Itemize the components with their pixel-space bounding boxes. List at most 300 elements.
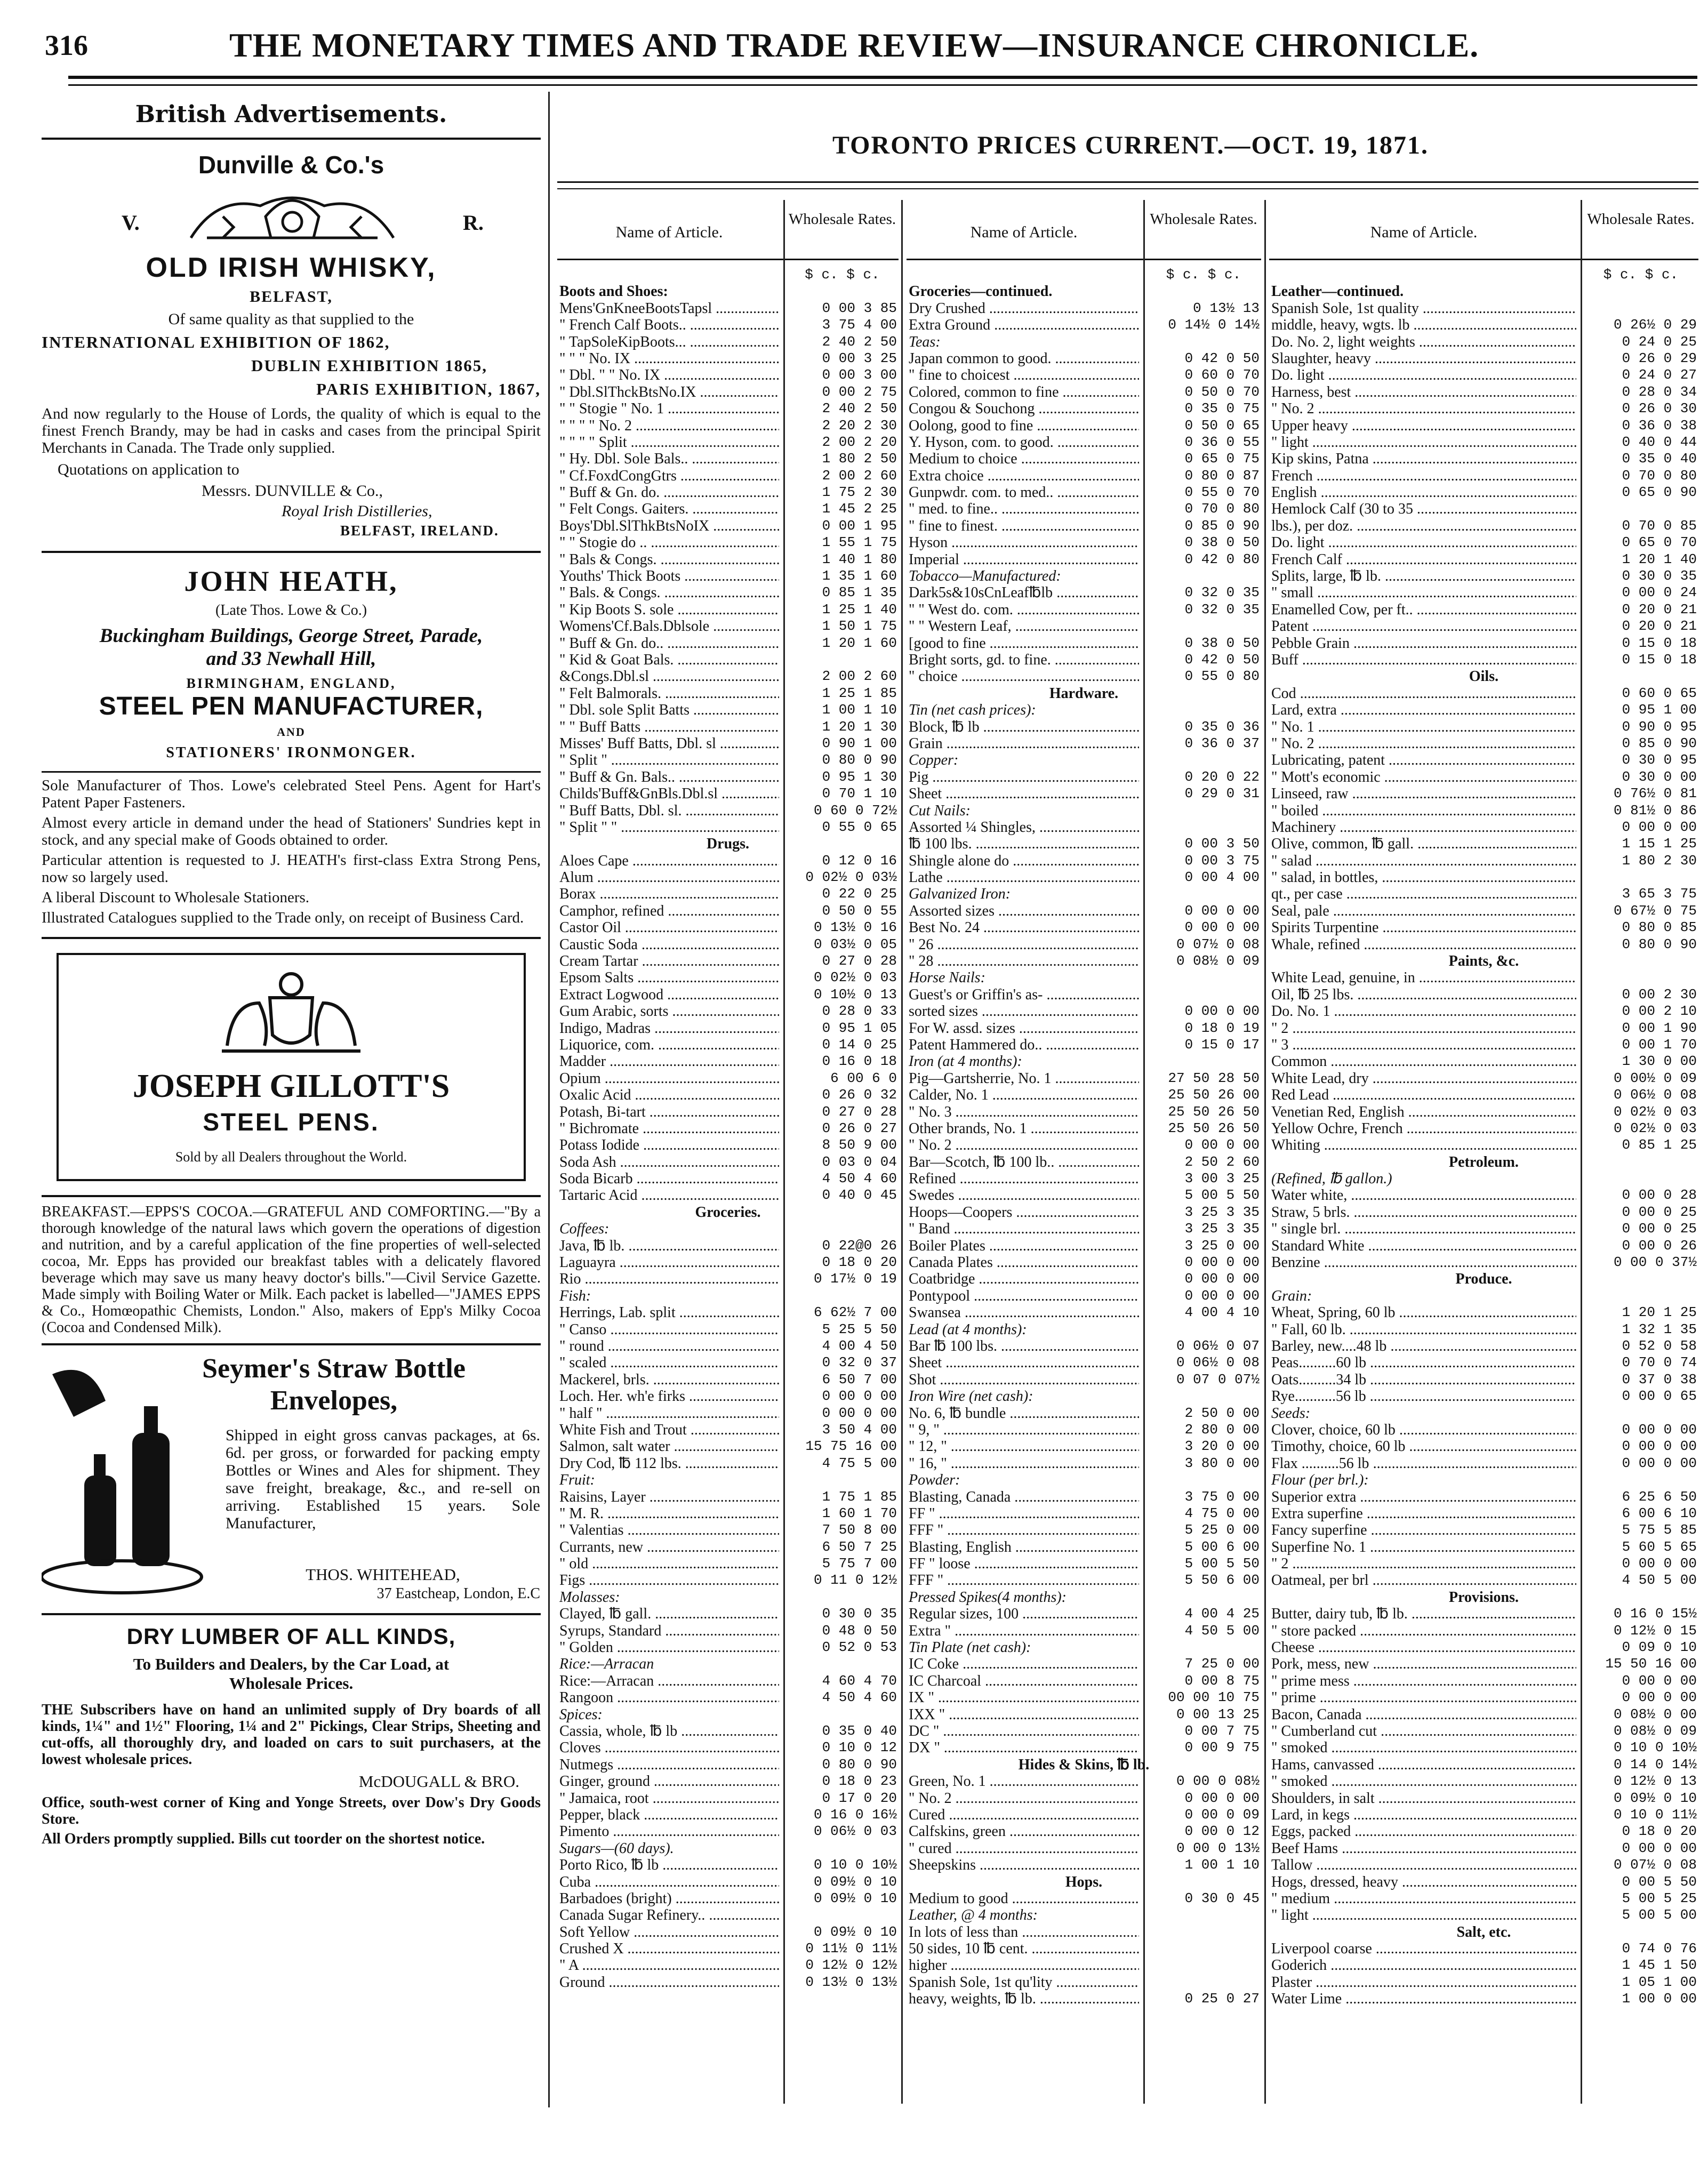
article-name: Caustic Soda ..... xyxy=(559,936,779,953)
price-row xyxy=(1269,1723,1698,1739)
wholesale-rate: 0 50 0 65 xyxy=(1184,417,1260,434)
price-row xyxy=(907,501,1261,517)
price-row xyxy=(907,1221,1261,1237)
article-name: " Buff & Gn. do.. ..... xyxy=(559,635,779,652)
wholesale-rate: 0 55 0 80 xyxy=(1184,668,1260,685)
seymer-address: 37 Eastcheap, London, E.C xyxy=(376,1585,540,1602)
wholesale-rate: 0 17½ 0 19 xyxy=(813,1271,897,1287)
seymer-title-1: Seymer's Straw Bottle xyxy=(202,1353,466,1384)
article-name: Lathe ..... xyxy=(909,869,1139,886)
wholesale-rate: 0 00 0 00 xyxy=(1184,902,1260,919)
advertisements-heading: British Advertisements. xyxy=(135,101,447,128)
wholesale-rate: 4 00 4 50 xyxy=(822,1338,897,1354)
article-name: Liverpool coarse ..... xyxy=(1271,1941,1576,1957)
price-row xyxy=(907,551,1261,568)
wholesale-rate: 0 00 0 00 xyxy=(1184,1254,1260,1271)
price-row xyxy=(1269,468,1698,484)
price-row xyxy=(557,418,899,434)
dunville-quotations: Quotations on application to xyxy=(58,461,239,478)
price-section-heading xyxy=(907,803,1261,819)
table-top-rule-thin xyxy=(557,188,1698,189)
wholesale-rate: 25 50 26 50 xyxy=(1168,1120,1260,1136)
price-section-heading xyxy=(907,568,1261,584)
article-name: " fine to finest. ..... xyxy=(909,518,1139,534)
price-row xyxy=(557,1070,899,1087)
dunville-body: And now regularly to the House of Lords, the quality of which is equal to the finest French Brandy, may be had in casks and cases from the principal Spirit Merchants in Canada. The Trade only supplied. xyxy=(42,405,541,456)
price-row xyxy=(1269,602,1698,618)
price-section-heading xyxy=(907,1388,1261,1405)
article-name: Groceries—continued. xyxy=(909,283,1053,300)
price-section-heading xyxy=(1269,1405,1698,1422)
header-rule-thin xyxy=(68,84,1697,86)
wholesale-rate: 0 95 1 05 xyxy=(822,1020,897,1036)
article-name: Cut Nails: xyxy=(909,802,971,819)
prices-title: TORONTO PRICES CURRENT.—OCT. 19, 1871. xyxy=(832,131,1429,159)
wholesale-rate: 0 00 0 08½ xyxy=(1176,1773,1260,1790)
article-name: Rio ..... xyxy=(559,1271,779,1287)
price-row xyxy=(557,1874,899,1890)
price-row xyxy=(1269,1388,1698,1405)
article-name: Grain: xyxy=(1271,1287,1312,1304)
seymer-ad xyxy=(42,1353,541,1609)
wholesale-rate: 0 00 0 25 xyxy=(1622,1221,1697,1237)
wholesale-rate: 0 67½ 0 75 xyxy=(1613,902,1697,919)
article-name: French ..... xyxy=(1271,468,1576,484)
price-section-heading xyxy=(1269,1472,1698,1488)
price-row xyxy=(907,1539,1261,1555)
wholesale-rate: 1 00 0 00 xyxy=(1622,1991,1697,2007)
article-name: Crushed X ..... xyxy=(559,1941,779,1957)
article-name: " 2 ..... xyxy=(1271,1555,1576,1572)
article-name: Potash, Bi-tart ..... xyxy=(559,1104,779,1120)
prices-current-section xyxy=(557,93,1706,2120)
article-name: " No. 2 ..... xyxy=(1271,400,1576,417)
article-name: " boiled ..... xyxy=(1271,803,1576,819)
article-name: Slaughter, heavy ..... xyxy=(1271,350,1576,367)
article-name: In lots of less than ..... xyxy=(909,1924,1139,1941)
article-name: Dark5s&10sCnLeaf℔lb ..... xyxy=(909,584,1139,601)
wholesale-rate: 0 00 3 25 xyxy=(822,350,897,366)
wholesale-rate: 0 42 0 50 xyxy=(1184,350,1260,366)
price-row xyxy=(1269,1372,1698,1388)
column-header xyxy=(1269,200,1698,260)
article-name: Hops. xyxy=(1065,1873,1103,1890)
price-row xyxy=(907,1840,1261,1857)
wholesale-rate: 0 81½ 0 86 xyxy=(1613,802,1697,819)
price-row xyxy=(907,1422,1261,1438)
price-row xyxy=(1269,1187,1698,1204)
price-row xyxy=(1269,367,1698,383)
article-name: Calder, No. 1 ..... xyxy=(909,1087,1139,1103)
article-name: Canada Plates ..... xyxy=(909,1254,1139,1271)
price-row xyxy=(1269,1739,1698,1756)
wholesale-rate: 4 50 4 60 xyxy=(822,1689,897,1706)
article-name: Ground ..... xyxy=(559,1974,779,1991)
article-name: " salad ..... xyxy=(1271,853,1576,869)
wholesale-rate: 0 80 0 90 xyxy=(1622,936,1697,952)
divider xyxy=(42,937,541,939)
wholesale-rate: 0 14½ 0 14½ xyxy=(1168,317,1260,333)
price-row xyxy=(907,1238,1261,1254)
article-name: lbs.), per doz. ..... xyxy=(1271,518,1576,534)
article-name: IC Coke ..... xyxy=(909,1656,1139,1672)
article-name: Superior extra ..... xyxy=(1271,1489,1576,1505)
article-name: Cloves ..... xyxy=(559,1739,779,1756)
price-section-heading xyxy=(557,836,899,852)
wholesale-rate: 4 50 5 00 xyxy=(1184,1622,1260,1639)
wholesale-rate: 0 06½ 0 07 xyxy=(1176,1338,1260,1354)
article-name: Do. No. 2, light weights ..... xyxy=(1271,334,1576,350)
article-name: Spirits Turpentine ..... xyxy=(1271,919,1576,936)
price-row xyxy=(557,1405,899,1422)
dunville-ad xyxy=(42,150,541,539)
article-name: Borax ..... xyxy=(559,886,779,902)
article-name: Congou & Souchong ..... xyxy=(909,400,1139,417)
article-name: Linseed, raw ..... xyxy=(1271,785,1576,802)
wholesale-rate: 3 00 3 25 xyxy=(1184,1170,1260,1187)
price-row xyxy=(1269,1221,1698,1237)
article-name: " Split " ..... xyxy=(559,752,779,768)
article-name: " light ..... xyxy=(1271,1907,1576,1923)
article-name: Pork, mess, new ..... xyxy=(1271,1656,1576,1672)
article-name: Extra " ..... xyxy=(909,1623,1139,1639)
price-section-heading xyxy=(907,1907,1261,1923)
wholesale-rate: 5 00 6 00 xyxy=(1184,1538,1260,1555)
wholesale-rate: 1 20 1 30 xyxy=(822,718,897,735)
article-name: " Buff Batts, Dbl. sl. ..... xyxy=(559,803,779,819)
wholesale-rate: 2 00 2 20 xyxy=(822,434,897,450)
wholesale-rate: 0 25 0 27 xyxy=(1184,1991,1260,2007)
currency-subheader: $ c. $ c. xyxy=(1603,267,1679,283)
article-name: Wheat, Spring, 60 lb ..... xyxy=(1271,1304,1576,1321)
article-name: Soft Yellow ..... xyxy=(559,1924,779,1941)
price-row xyxy=(1269,1890,1698,1907)
price-row xyxy=(1269,1003,1698,1020)
wholesale-rate: 0 09 0 10 xyxy=(1622,1639,1697,1656)
article-name: Oils. xyxy=(1469,668,1499,685)
article-name: Block, ℔ lb ..... xyxy=(909,719,1139,735)
price-row xyxy=(1269,685,1698,702)
prices-column-3 xyxy=(1269,200,1698,2104)
wholesale-rate: 0 48 0 50 xyxy=(822,1622,897,1639)
article-name: Swansea ..... xyxy=(909,1304,1139,1321)
wholesale-rate: 0 55 0 65 xyxy=(822,819,897,835)
article-name: " Canso ..... xyxy=(559,1321,779,1338)
article-name: Other brands, No. 1 ..... xyxy=(909,1120,1139,1137)
price-row xyxy=(1269,819,1698,836)
price-row xyxy=(1269,584,1698,601)
price-row xyxy=(1269,1438,1698,1455)
article-name: " 12, " ..... xyxy=(909,1438,1139,1455)
article-name: " 3 ..... xyxy=(1271,1037,1576,1053)
wholesale-rate: 1 15 1 25 xyxy=(1622,836,1697,852)
price-row xyxy=(907,367,1261,383)
price-row xyxy=(557,1003,899,1020)
article-name: higher ..... xyxy=(909,1957,1139,1974)
wholesale-rate: 0 35 0 75 xyxy=(1184,400,1260,417)
article-name: Raisins, Layer ..... xyxy=(559,1489,779,1505)
price-row xyxy=(907,668,1261,685)
price-row xyxy=(907,1003,1261,1020)
price-row xyxy=(1269,853,1698,869)
wholesale-rate: 0 00 0 13½ xyxy=(1176,1840,1260,1856)
wholesale-rate: 0 27 0 28 xyxy=(822,953,897,969)
heath-trade-2: STATIONERS' IRONMONGER. xyxy=(166,744,416,761)
wholesale-rate: 0 22 0 25 xyxy=(822,886,897,902)
article-name: Regular sizes, 100 ..... xyxy=(909,1606,1139,1622)
wholesale-rate: 1 00 1 10 xyxy=(822,702,897,718)
epps-cocoa-ad: BREAKFAST.—EPPS'S COCOA.—GRATEFUL AND COMFORTING.—"By a thorough knowledge of the natural laws which govern the operations of digestion and nutrition, and by a careful application of the fine properties of well-selected cocoa, Mr. Epps has provided our breakfast tables with a delicately flavored beverage which may save us many heavy doctor's bills."—Civil Service Gazette. Made simply with Boiling Water or Milk. Each packet is labelled—"JAMES EPPS & Co., Homœopathic Chemists, London." Also, makers of Epp's Milky Cocoa (Cocoa and Condensed Milk). xyxy=(42,1204,541,1336)
wholesale-rate: 0 70 0 80 xyxy=(1622,467,1697,484)
article-name: Green, No. 1 ..... xyxy=(909,1773,1139,1790)
price-row xyxy=(1269,886,1698,902)
article-name: Mens'GnKneeBootsTapsl ..... xyxy=(559,300,779,317)
article-name: Coffees: xyxy=(559,1221,610,1238)
wholesale-rate: 0 06½ 0 08 xyxy=(1176,1354,1260,1371)
article-name: Copper: xyxy=(909,752,959,769)
price-row xyxy=(557,1757,899,1773)
wholesale-rate: 0 03½ 0 05 xyxy=(813,936,897,952)
article-name: Hardware. xyxy=(1049,685,1119,702)
lumber-body: THE Subscribers have on hand an unlimited supply of Dry boards of all kinds, 1¼" and 1½" Flooring, 1¼ and 2" Pickings, Clear Strips, Sheeting and cut-offs, all thoroughly dry, and loaded on cars to suit purchasers, at the lowest wholesale prices. xyxy=(42,1702,541,1768)
heath-name: JOHN HEATH, xyxy=(184,565,398,597)
article-name: " Felt Balmorals. ..... xyxy=(559,685,779,702)
divider xyxy=(42,771,541,773)
price-row xyxy=(557,1907,899,1923)
article-name: " No. 2 ..... xyxy=(909,1137,1139,1153)
article-name: French Calf ..... xyxy=(1271,551,1576,568)
price-row xyxy=(907,300,1261,317)
article-name: Flax ..........56 lb ..... xyxy=(1271,1455,1576,1472)
wholesale-rate: 0 80 0 90 xyxy=(822,1756,897,1773)
article-name: Red Lead ..... xyxy=(1271,1087,1576,1103)
price-row xyxy=(557,685,899,702)
price-row xyxy=(907,1154,1261,1170)
article-name: " M. R. ..... xyxy=(559,1505,779,1522)
article-name: Fruit: xyxy=(559,1472,595,1489)
wholesale-rate: 4 75 5 00 xyxy=(822,1455,897,1471)
article-name: Leather—continued. xyxy=(1271,283,1404,300)
wholesale-rate: 1 20 1 60 xyxy=(822,635,897,651)
article-name: Boiler Plates ..... xyxy=(909,1238,1139,1254)
wholesale-rate: 0 00 8 75 xyxy=(1184,1672,1260,1689)
price-section-heading xyxy=(557,1288,899,1304)
wholesale-rate: 0 02½ 0 03 xyxy=(1613,1120,1697,1136)
wholesale-rate: 1 45 2 25 xyxy=(822,501,897,517)
article-name: " prime mess ..... xyxy=(1271,1673,1576,1689)
price-row xyxy=(1269,534,1698,551)
article-name: Java, ℔ lb. ..... xyxy=(559,1238,779,1254)
article-name: Porto Rico, ℔ lb ..... xyxy=(559,1857,779,1873)
article-name: Flour (per brl.): xyxy=(1271,1472,1369,1489)
article-name: Grain ..... xyxy=(909,735,1139,752)
article-name: Do. light ..... xyxy=(1271,534,1576,551)
wholesale-rate: 0 00 0 00 xyxy=(1184,1287,1260,1304)
price-row xyxy=(907,1974,1261,1991)
wholesale-rate: 0 52 0 58 xyxy=(1622,1338,1697,1354)
price-section-heading xyxy=(1269,668,1698,685)
price-row xyxy=(1269,1104,1698,1120)
price-row xyxy=(907,1020,1261,1037)
price-row xyxy=(907,1505,1261,1522)
wholesale-rate: 25 50 26 00 xyxy=(1168,1087,1260,1103)
article-name: Bright sorts, gd. to fine. ..... xyxy=(909,652,1139,668)
wholesale-rate: 0 42 0 80 xyxy=(1184,551,1260,567)
price-row xyxy=(1269,1254,1698,1271)
article-name: " 28 ..... xyxy=(909,953,1139,969)
article-name: Pimento ..... xyxy=(559,1823,779,1840)
wholesale-rate: 0 36 0 38 xyxy=(1622,417,1697,434)
wholesale-rate: 0 80 0 90 xyxy=(822,752,897,768)
article-name: Potass Iodide ..... xyxy=(559,1137,779,1153)
article-name: Leather, @ 4 months: xyxy=(909,1907,1038,1924)
lumber-sub-2: Wholesale Prices. xyxy=(229,1674,354,1693)
article-name: " " " No. IX ..... xyxy=(559,350,779,367)
price-row xyxy=(1269,451,1698,467)
price-row xyxy=(1269,1807,1698,1823)
price-section-heading xyxy=(907,1472,1261,1488)
wholesale-rate: 0 36 0 55 xyxy=(1184,434,1260,450)
article-name: " Cumberland cut ..... xyxy=(1271,1723,1576,1739)
wholesale-rate: 0 11½ 0 11½ xyxy=(805,1941,897,1957)
seymer-body: Shipped in eight gross canvas packages, at 6s. 6d. per gross, or forwarded for packing empty Bottles or Wines and Ales for shipment. They save freight, breakage, &c., and re-sell on arriving. Established 15 years. Sole Manufacturer, xyxy=(226,1426,540,1532)
price-row xyxy=(557,317,899,333)
article-name: Salt, etc. xyxy=(1456,1923,1511,1941)
price-row xyxy=(557,501,899,517)
article-name: " " West do. com. ..... xyxy=(909,602,1139,618)
wholesale-rate: 0 60 0 72½ xyxy=(813,802,897,819)
header-wholesale-rates: Wholesale Rates. xyxy=(1587,211,1695,228)
price-section-heading xyxy=(907,1874,1261,1890)
price-row xyxy=(1269,1354,1698,1371)
article-name: Medium to good ..... xyxy=(909,1890,1139,1907)
column-header xyxy=(557,200,899,260)
wholesale-rate: 0 50 0 55 xyxy=(822,902,897,919)
price-row xyxy=(557,936,899,953)
divider xyxy=(42,138,541,140)
price-row xyxy=(1269,1087,1698,1103)
price-row xyxy=(1269,735,1698,752)
heath-trade: STEEL PEN MANUFACTURER, xyxy=(99,692,484,720)
wholesale-rate: 2 40 2 50 xyxy=(822,400,897,417)
article-name: IC Charcoal ..... xyxy=(909,1673,1139,1689)
article-name: Patent ..... xyxy=(1271,618,1576,635)
price-row xyxy=(1269,1070,1698,1087)
wholesale-rate: 6 00 6 0 xyxy=(830,1070,897,1086)
price-row xyxy=(557,1438,899,1455)
price-row xyxy=(907,317,1261,333)
wholesale-rate: 0 40 0 44 xyxy=(1622,434,1697,450)
price-row xyxy=(557,451,899,467)
price-row xyxy=(907,1924,1261,1941)
article-name: Tobacco—Manufactured: xyxy=(909,568,1061,585)
article-name: Dry Cod, ℔ 112 lbs. ..... xyxy=(559,1455,779,1472)
price-row xyxy=(557,1974,899,1991)
price-row xyxy=(1269,1606,1698,1622)
price-row xyxy=(557,1773,899,1790)
article-name: " round ..... xyxy=(559,1338,779,1354)
price-row xyxy=(1269,936,1698,953)
wholesale-rate: 1 00 1 10 xyxy=(1184,1857,1260,1873)
wholesale-rate: 0 38 0 50 xyxy=(1184,534,1260,551)
price-row xyxy=(907,853,1261,869)
wholesale-rate: 5 75 7 00 xyxy=(822,1555,897,1572)
price-row xyxy=(907,953,1261,969)
price-row xyxy=(1269,1773,1698,1790)
wholesale-rate: 0 20 0 21 xyxy=(1622,618,1697,635)
header-name-of-article: Name of Article. xyxy=(970,223,1078,241)
heath-address-1: Buckingham Buildings, George Street, Parade, xyxy=(99,625,483,647)
article-name: Figs ..... xyxy=(559,1572,779,1589)
price-row xyxy=(1269,785,1698,802)
article-name: Pig ..... xyxy=(909,769,1139,785)
wholesale-rate: 0 15 0 18 xyxy=(1622,651,1697,668)
gillott-ad xyxy=(57,953,526,1181)
article-name: " prime ..... xyxy=(1271,1689,1576,1706)
price-row xyxy=(1269,1338,1698,1354)
article-name: " Buff & Gn. Bals.. ..... xyxy=(559,769,779,785)
wholesale-rate: 0 08½ 0 00 xyxy=(1613,1706,1697,1722)
price-row xyxy=(557,719,899,735)
price-row xyxy=(557,1238,899,1254)
article-name: " Dbl.SlThckBtsNo.IX ..... xyxy=(559,384,779,400)
price-row xyxy=(907,1673,1261,1689)
price-row xyxy=(1269,1304,1698,1321)
price-row xyxy=(1269,334,1698,350)
wholesale-rate: 25 50 26 50 xyxy=(1168,1103,1260,1120)
price-row xyxy=(557,735,899,752)
article-name: FFF " ..... xyxy=(909,1522,1139,1538)
coat-of-arms-emblem xyxy=(206,966,376,1062)
price-row xyxy=(1269,418,1698,434)
wholesale-rate: 0 30 0 35 xyxy=(1622,568,1697,584)
price-row xyxy=(557,819,899,836)
price-row xyxy=(557,853,899,869)
price-section-heading xyxy=(1269,953,1698,969)
dunville-r: R. xyxy=(463,211,484,235)
article-name: Seal, pale ..... xyxy=(1271,903,1576,919)
wholesale-rate: 0 00 2 75 xyxy=(822,383,897,400)
price-row xyxy=(907,1823,1261,1840)
wholesale-rate: 0 10½ 0 13 xyxy=(813,986,897,1003)
price-row xyxy=(557,334,899,350)
wholesale-rate: 0 00 0 00 xyxy=(1622,1672,1697,1689)
article-name: English ..... xyxy=(1271,484,1576,501)
article-name: Groceries. xyxy=(695,1204,761,1221)
wholesale-rate: 0 52 0 53 xyxy=(822,1639,897,1656)
prices-column-2 xyxy=(907,200,1261,2104)
dunville-line4: PARIS EXHIBITION, 1867, xyxy=(316,380,541,398)
article-name: Womens'Cf.Bals.Dblsole ..... xyxy=(559,618,779,635)
wholesale-rate: 1 55 1 75 xyxy=(822,534,897,551)
article-name: Butter, dairy tub, ℔ lb. ..... xyxy=(1271,1606,1576,1622)
price-row xyxy=(907,769,1261,785)
price-row xyxy=(557,702,899,718)
seymer-title-2: Envelopes, xyxy=(270,1385,398,1416)
price-row xyxy=(907,1773,1261,1790)
price-row xyxy=(557,652,899,668)
article-name: Refined ..... xyxy=(909,1170,1139,1187)
article-name: Boots and Shoes: xyxy=(559,283,668,300)
price-row xyxy=(1269,1489,1698,1505)
price-row xyxy=(1269,1455,1698,1472)
price-row xyxy=(557,384,899,400)
article-name: " No. 2 ..... xyxy=(1271,735,1576,752)
price-row xyxy=(1269,719,1698,735)
wholesale-rate: 0 90 0 95 xyxy=(1622,718,1697,735)
article-name: Liquorice, com. ..... xyxy=(559,1037,779,1053)
wholesale-rate: 0 09½ 0 10 xyxy=(813,1890,897,1906)
